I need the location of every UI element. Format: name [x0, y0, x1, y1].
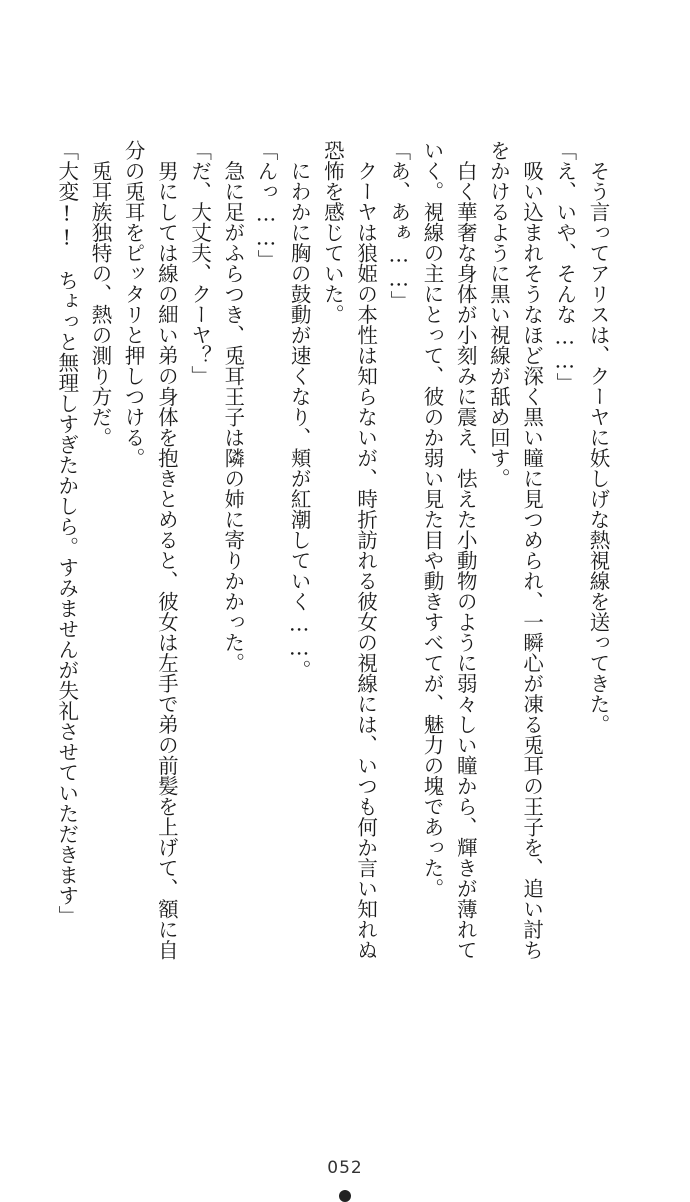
text-line: 白く華奢な身体が小刻みに震え、怯えた小動物のように弱々しい瞳から、輝きが薄れて [453, 140, 478, 960]
text-line: 吸い込まれそうなほど深く黒い瞳に見つめられ、一瞬心が凍る兎耳の王子を、追い討ち [519, 140, 544, 960]
text-line: 「あ、あぁ……」 [386, 140, 411, 311]
text-line: にわかに胸の鼓動が速くなり、頬が紅潮していく……。 [287, 140, 312, 680]
text-line: 「だ、大丈夫、クーヤ？」 [187, 140, 212, 386]
text-line: 急に足がふらつき、兎耳王子は隣の姉に寄りかかった。 [220, 140, 245, 673]
text-line: 兎耳族独特の、熱の測り方だ。 [87, 140, 112, 448]
text-line: 男にしては線の細い弟の身体を抱きとめると、彼女は左手で弟の前髪を上げて、額に自 [154, 140, 179, 960]
text-line: 「え、いや、そんな……」 [552, 140, 577, 393]
text-line: 分の兎耳をピッタリと押しつける。 [121, 140, 146, 468]
text-line: 恐怖を感じていた。 [320, 140, 345, 325]
text-line: クーヤは狼姫の本性は知らないが、時折訪れる彼女の視線には、いつも何か言い知れぬ [353, 140, 378, 960]
text-line: をかけるように黒い視線が舐め回す。 [486, 140, 511, 489]
text-line: そう言ってアリスは、クーヤに妖しげな熱視線を送ってきた。 [586, 140, 610, 735]
text-line: 「んっ……」 [253, 140, 278, 270]
body-text [50, 140, 614, 960]
text-line: 「大変!! ちょっと無理しすぎたかしら。すみませんが失礼させていただきます」 [54, 140, 79, 926]
page-number: 052 [327, 1158, 363, 1178]
text-line: いく。視線の主にとって、彼のか弱い見た目や動きすべてが、魅力の塊であった。 [419, 140, 444, 899]
page-marker-dot [339, 1190, 351, 1202]
